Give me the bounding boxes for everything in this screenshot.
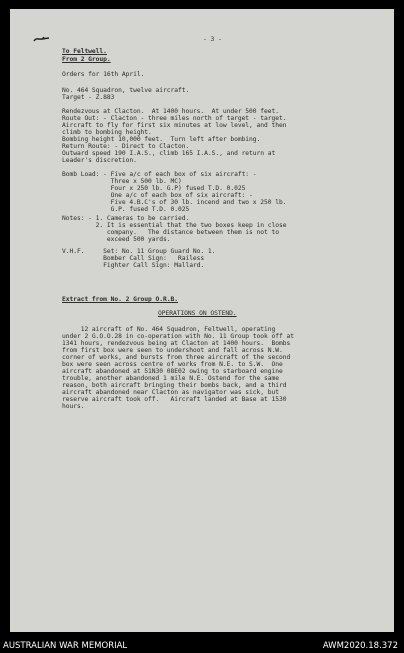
target-line: Target - Z.883 <box>62 94 115 101</box>
route-line: Rendezvous at Clacton. At 1400 hours. At under 500 feet. <box>62 108 279 115</box>
squadron-line: No. 464 Squadron, twelve aircraft. <box>62 87 190 94</box>
bomb-load-line: G.P. fused T.D. 0.025 <box>62 206 190 213</box>
notes-line: 2. It is essential that the two boxes keep in close <box>62 222 287 229</box>
narrative-line: box were seen across centre of works from N.E. to S.W. One <box>62 361 283 368</box>
narrative-line: reason, both aircraft bringing their bombs back, and a third <box>62 382 287 389</box>
narrative-line: hours. <box>62 403 85 410</box>
extract-heading: Extract from No. 2 Group O.R.B. <box>62 296 178 303</box>
narrative-line: corner of works, and bursts from three aircraft of the second <box>62 354 291 361</box>
bomb-load-line: One a/c of each box of six aircraft: - <box>62 192 253 199</box>
route-line: Leader's discretion. <box>62 157 137 164</box>
to-line: To Feltwell. <box>62 48 107 55</box>
narrative-line: from first box were seen to undershoot and fall across N.W. <box>62 347 283 354</box>
vhf-line: Bomber Call Sign: Railess <box>62 255 205 262</box>
document-page <box>10 9 394 632</box>
handwritten-mark <box>32 33 52 45</box>
bomb-load-line: Three x 500 lb. MC) <box>62 178 182 185</box>
narrative-line: aircraft abandoned near Clacton as navigator was sick, but <box>62 389 279 396</box>
vhf-line: Fighter Call Sign: Mallard. <box>62 262 205 269</box>
footer-bar <box>0 635 404 653</box>
notes-line: company. The distance between them is not to <box>62 229 279 236</box>
operations-heading: OPERATIONS ON OSTEND. <box>158 310 237 317</box>
bomb-load-line: Five 4.B.C's of 30 lb. incend and two x 250 lb. <box>62 199 287 206</box>
route-line: Aircraft to fly for first six minutes at low level, and then <box>62 122 287 129</box>
narrative-line: reserve aircraft took off. Aircraft landed at Base at 1530 <box>62 396 287 403</box>
narrative-line: under 2 G.O.O.28 in co-operation with No. 11 Group took off at <box>62 333 294 340</box>
route-line: climb to bombing height. <box>62 129 152 136</box>
route-line: Return Route: - Direct to Clacton. <box>62 143 190 150</box>
narrative-line: 12 aircraft of No. 464 Squadron, Feltwell, operating <box>62 326 276 333</box>
footer-accession-number: AWM2020.18.372 <box>322 641 398 651</box>
footer-credit: AUSTRALIAN WAR MEMORIAL <box>3 641 128 651</box>
orders-line: Orders for 16th April. <box>62 71 145 78</box>
from-line: From 2 Group. <box>62 56 111 63</box>
narrative-line: trouble, another abandoned 1 mile N.E. Ostend for the same <box>62 375 279 382</box>
bomb-load-line: Four x 250 lb. G.P) fused T.D. 0.025 <box>62 185 246 192</box>
narrative-line: 1341 hours, rendezvous being at Clacton at 1400 hours. Bombs <box>62 340 291 347</box>
notes-line: Notes: - 1. Cameras to be carried. <box>62 215 190 222</box>
bomb-load-line: Bomb Load: - Five a/c of each box of six aircraft: - <box>62 171 257 178</box>
notes-line: exceed 500 yards. <box>62 236 171 243</box>
route-line: Route Out: - Clacton - three miles north of target - target. <box>62 115 287 122</box>
vhf-line: V.H.F. Set: No. 11 Group Guard No. 1. <box>62 248 216 255</box>
route-line: Outward speed 190 I.A.S., climb 165 I.A.S., and return at <box>62 150 276 157</box>
narrative-line: aircraft abandoned at 51N30 08E02 owing to starboard engine <box>62 368 283 375</box>
route-line: Bombing height 10,000 feet. Turn left after bombing. <box>62 136 261 143</box>
page-number: - 3 - <box>203 36 222 43</box>
